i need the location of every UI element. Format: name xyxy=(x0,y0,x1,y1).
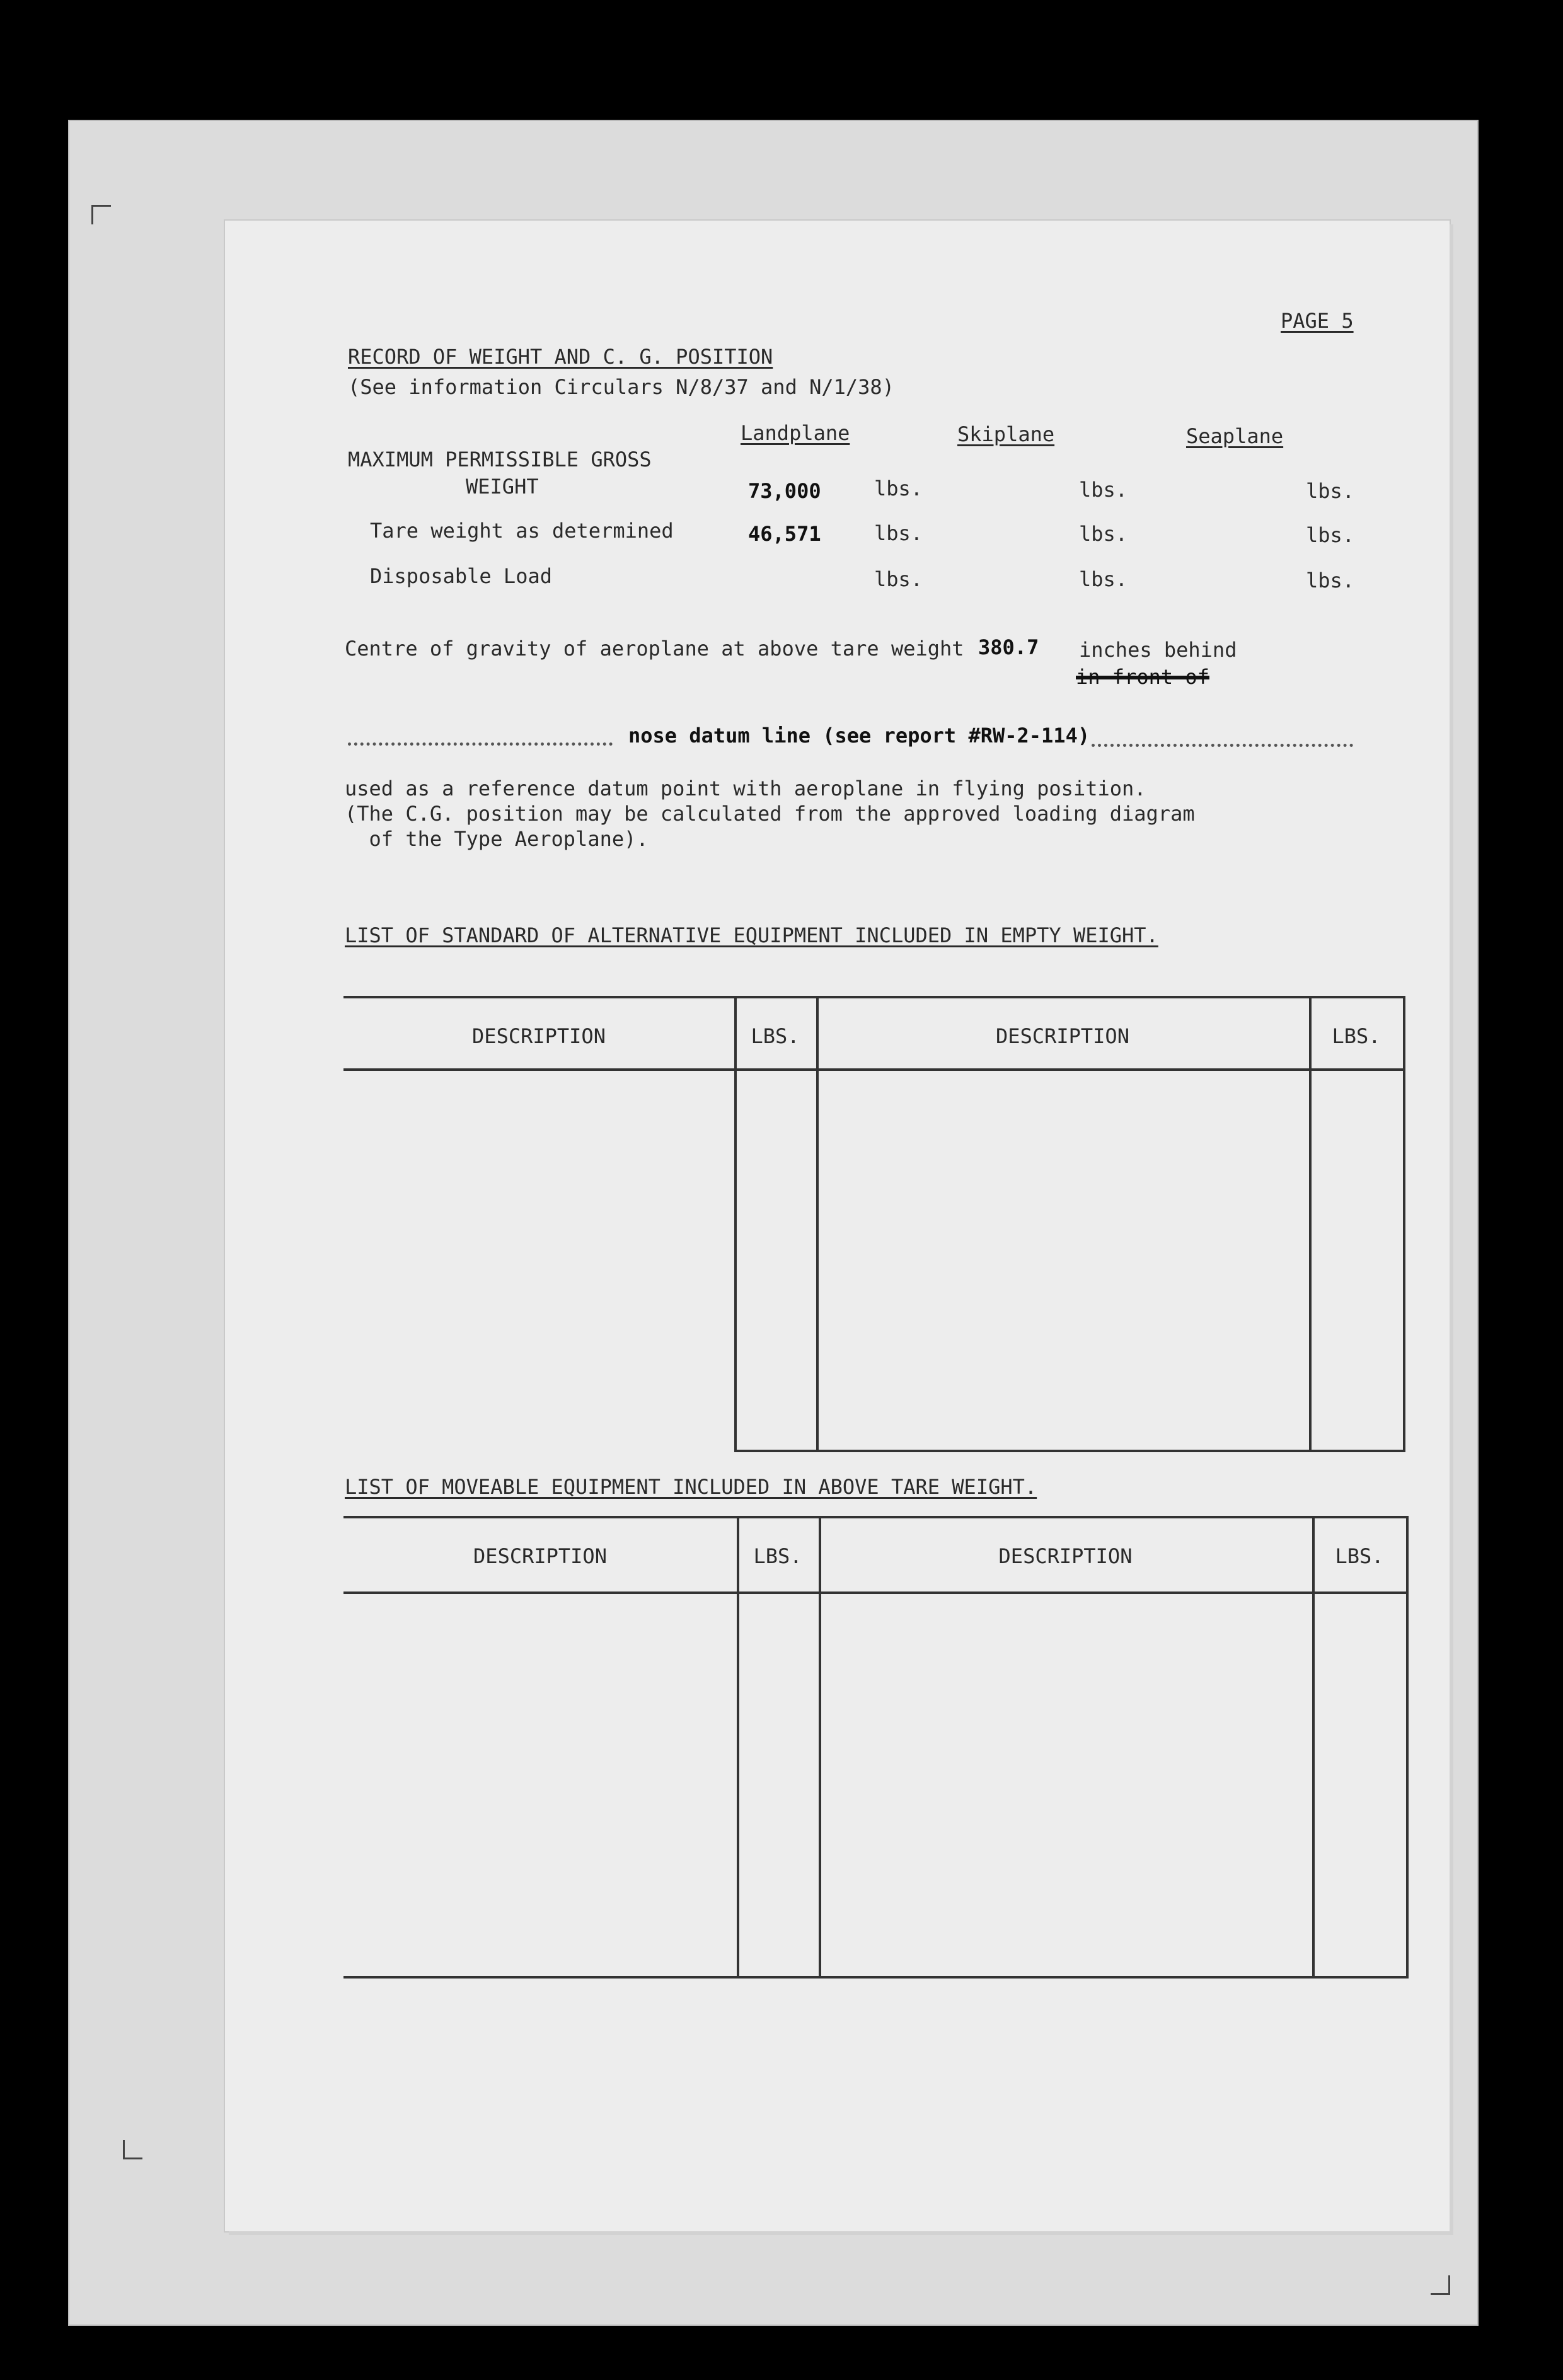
table2-col-lbs-right: LBS. xyxy=(1335,1544,1384,1568)
table2-col-description-right: DESCRIPTION xyxy=(998,1544,1133,1568)
max-weight-landplane-value: 73,000 xyxy=(748,479,821,503)
document-subtitle: (See information Circulars N/8/37 and N/1/38) xyxy=(348,375,894,399)
cg-inches-behind: inches behind xyxy=(1079,638,1237,662)
datum-dotted-line-right xyxy=(1092,744,1353,747)
datum-note-line1: used as a reference datum point with aeroplane in flying position. xyxy=(345,777,1146,800)
document-page xyxy=(225,221,1450,2231)
document-title: RECORD OF WEIGHT AND C. G. POSITION xyxy=(348,345,773,369)
table1-top-border xyxy=(343,996,1405,998)
cg-value: 380.7 xyxy=(978,635,1039,659)
table1-title: LIST OF STANDARD OF ALTERNATIVE EQUIPMENT INCLUDED IN EMPTY WEIGHT. xyxy=(345,923,1158,947)
col-header-skiplane: Skiplane xyxy=(957,422,1055,446)
table1-bottom-border xyxy=(734,1450,1405,1452)
cg-struck-in-front-of: in front of xyxy=(1076,665,1209,689)
col-header-seaplane: Seaplane xyxy=(1186,424,1284,448)
table2-divider-3 xyxy=(1312,1516,1315,1977)
table1-col-lbs-left: LBS. xyxy=(751,1024,800,1048)
table1-right-border xyxy=(1403,996,1405,1451)
disposable-load-seaplane-unit: lbs. xyxy=(1306,569,1355,592)
table1-divider-3 xyxy=(1309,996,1312,1451)
crop-mark-top-left xyxy=(91,205,111,224)
table1-divider-1 xyxy=(734,996,737,1451)
max-weight-label-line2: WEIGHT xyxy=(466,475,539,499)
table2-divider-1 xyxy=(737,1516,739,1977)
cg-statement: Centre of gravity of aeroplane at above tare weight xyxy=(345,637,964,661)
tare-weight-landplane-unit: lbs. xyxy=(874,521,923,545)
page-number: PAGE 5 xyxy=(1281,309,1354,333)
table2-col-lbs-left: LBS. xyxy=(753,1544,802,1568)
table2-divider-2 xyxy=(819,1516,821,1977)
tare-weight-label: Tare weight as determined xyxy=(370,519,674,543)
disposable-load-landplane-unit: lbs. xyxy=(874,567,923,591)
table1-header-divider xyxy=(343,1068,1405,1071)
disposable-load-label: Disposable Load xyxy=(370,564,552,588)
max-weight-landplane-unit: lbs. xyxy=(874,477,923,500)
datum-dotted-line-left xyxy=(348,742,613,746)
max-weight-seaplane-unit: lbs. xyxy=(1306,479,1355,503)
max-weight-skiplane-unit: lbs. xyxy=(1079,478,1128,502)
datum-line-label: nose datum line (see report #RW-2-114) xyxy=(628,724,1090,748)
table1-divider-2 xyxy=(816,996,819,1451)
tare-weight-seaplane-unit: lbs. xyxy=(1306,523,1355,547)
table2-right-border xyxy=(1406,1516,1409,1977)
disposable-load-skiplane-unit: lbs. xyxy=(1079,567,1128,591)
datum-note-line2: (The C.G. position may be calculated from the approved loading diagram xyxy=(345,802,1195,826)
table1-col-description-left: DESCRIPTION xyxy=(472,1024,606,1048)
table1-col-lbs-right: LBS. xyxy=(1332,1024,1381,1048)
table1-col-description-right: DESCRIPTION xyxy=(996,1024,1129,1048)
table2-bottom-border xyxy=(343,1976,1409,1979)
table2-top-border xyxy=(343,1516,1409,1518)
tare-weight-skiplane-unit: lbs. xyxy=(1079,522,1128,546)
crop-mark-bottom-right xyxy=(1431,2275,1450,2295)
crop-mark-bottom-left xyxy=(123,2140,142,2159)
tare-weight-landplane-value: 46,571 xyxy=(748,522,821,546)
col-header-landplane: Landplane xyxy=(741,421,850,445)
table2-col-description-left: DESCRIPTION xyxy=(473,1544,607,1568)
datum-note-line3: of the Type Aeroplane). xyxy=(345,827,649,851)
table2-title: LIST OF MOVEABLE EQUIPMENT INCLUDED IN ABOVE TARE WEIGHT. xyxy=(345,1475,1037,1499)
max-weight-label-line1: MAXIMUM PERMISSIBLE GROSS xyxy=(348,448,652,471)
table2-header-divider xyxy=(343,1591,1409,1594)
